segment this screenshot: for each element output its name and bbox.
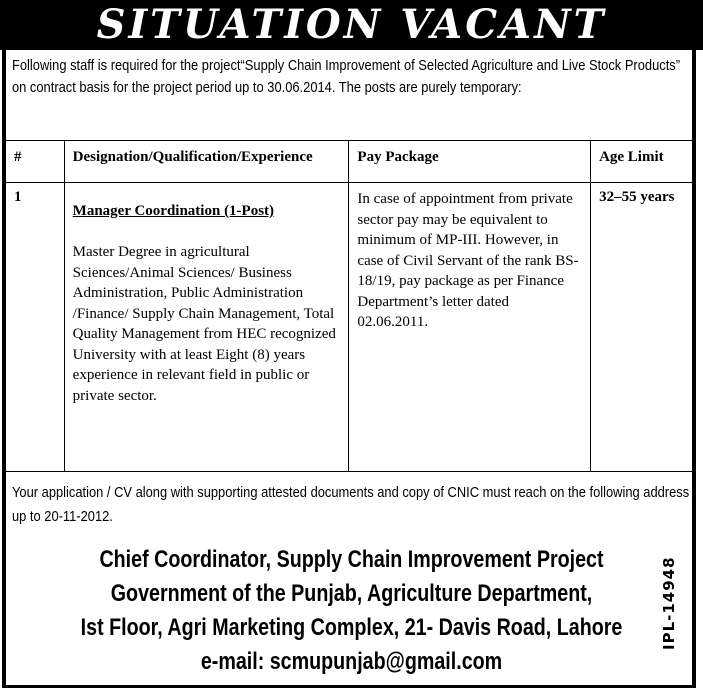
- application-instructions: Your application / CV along with supporting attested documents and copy of CNIC must reach on the following address up to 20-11-2012.: [12, 484, 690, 525]
- pay-package-text: In case of appointment from private sector pay may be equivalent to minimum of MP-III. However, in case of Civil Servant of the rank BS-18/19, pay package as per Finance Department’s letter dated 02.06.2011.: [357, 191, 579, 330]
- reference-code: IPL-14948: [660, 556, 678, 650]
- address-block: [0, 543, 703, 679]
- table-header-row: [6, 141, 694, 183]
- cell-number: [6, 183, 65, 472]
- cell-pay-package: [349, 183, 591, 472]
- email-address: e-mail: scmupunjab@gmail.com: [200, 648, 503, 675]
- column-header-pay-package: Pay Package: [349, 141, 591, 183]
- row-number: 1: [14, 189, 22, 205]
- intro-paragraph: Following staff is required for the project“Supply Chain Improvement of Selected Agriculture and Live Stock Products” on contract basis for the project period up to 30.06.2014. The posts are purely temporary:: [12, 57, 681, 96]
- cell-age-limit: [591, 183, 694, 472]
- column-header-designation: Designation/Qualification/Experience: [64, 141, 349, 183]
- address-line-1: Chief Coordinator, Supply Chain Improvement Project: [99, 546, 604, 573]
- column-header-number: #: [6, 141, 65, 183]
- page-title: SITUATION VACANT: [96, 1, 607, 48]
- column-header-age-limit: Age Limit: [591, 141, 694, 183]
- age-limit-text: 32–55 years: [599, 189, 675, 205]
- qualification-text: Master Degree in agricultural Sciences/Animal Sciences/ Business Administration, Public Administration /Finance/ Supply Chain Management, Total Quality Management from HEC recognized University with at least Eight (8) years experience in relevant field in public or private sector.: [72, 244, 336, 404]
- address-line-3: Ist Floor, Agri Marketing Complex, 21- Davis Road, Lahore: [80, 614, 623, 641]
- table-row: [6, 183, 694, 472]
- post-title: Manager Coordination (1-Post): [72, 203, 275, 219]
- address-line-2: Government of the Punjab, Agriculture Department,: [110, 580, 593, 607]
- vacancy-table: [5, 140, 694, 472]
- header-banner: [0, 0, 703, 50]
- cell-designation: [64, 183, 349, 472]
